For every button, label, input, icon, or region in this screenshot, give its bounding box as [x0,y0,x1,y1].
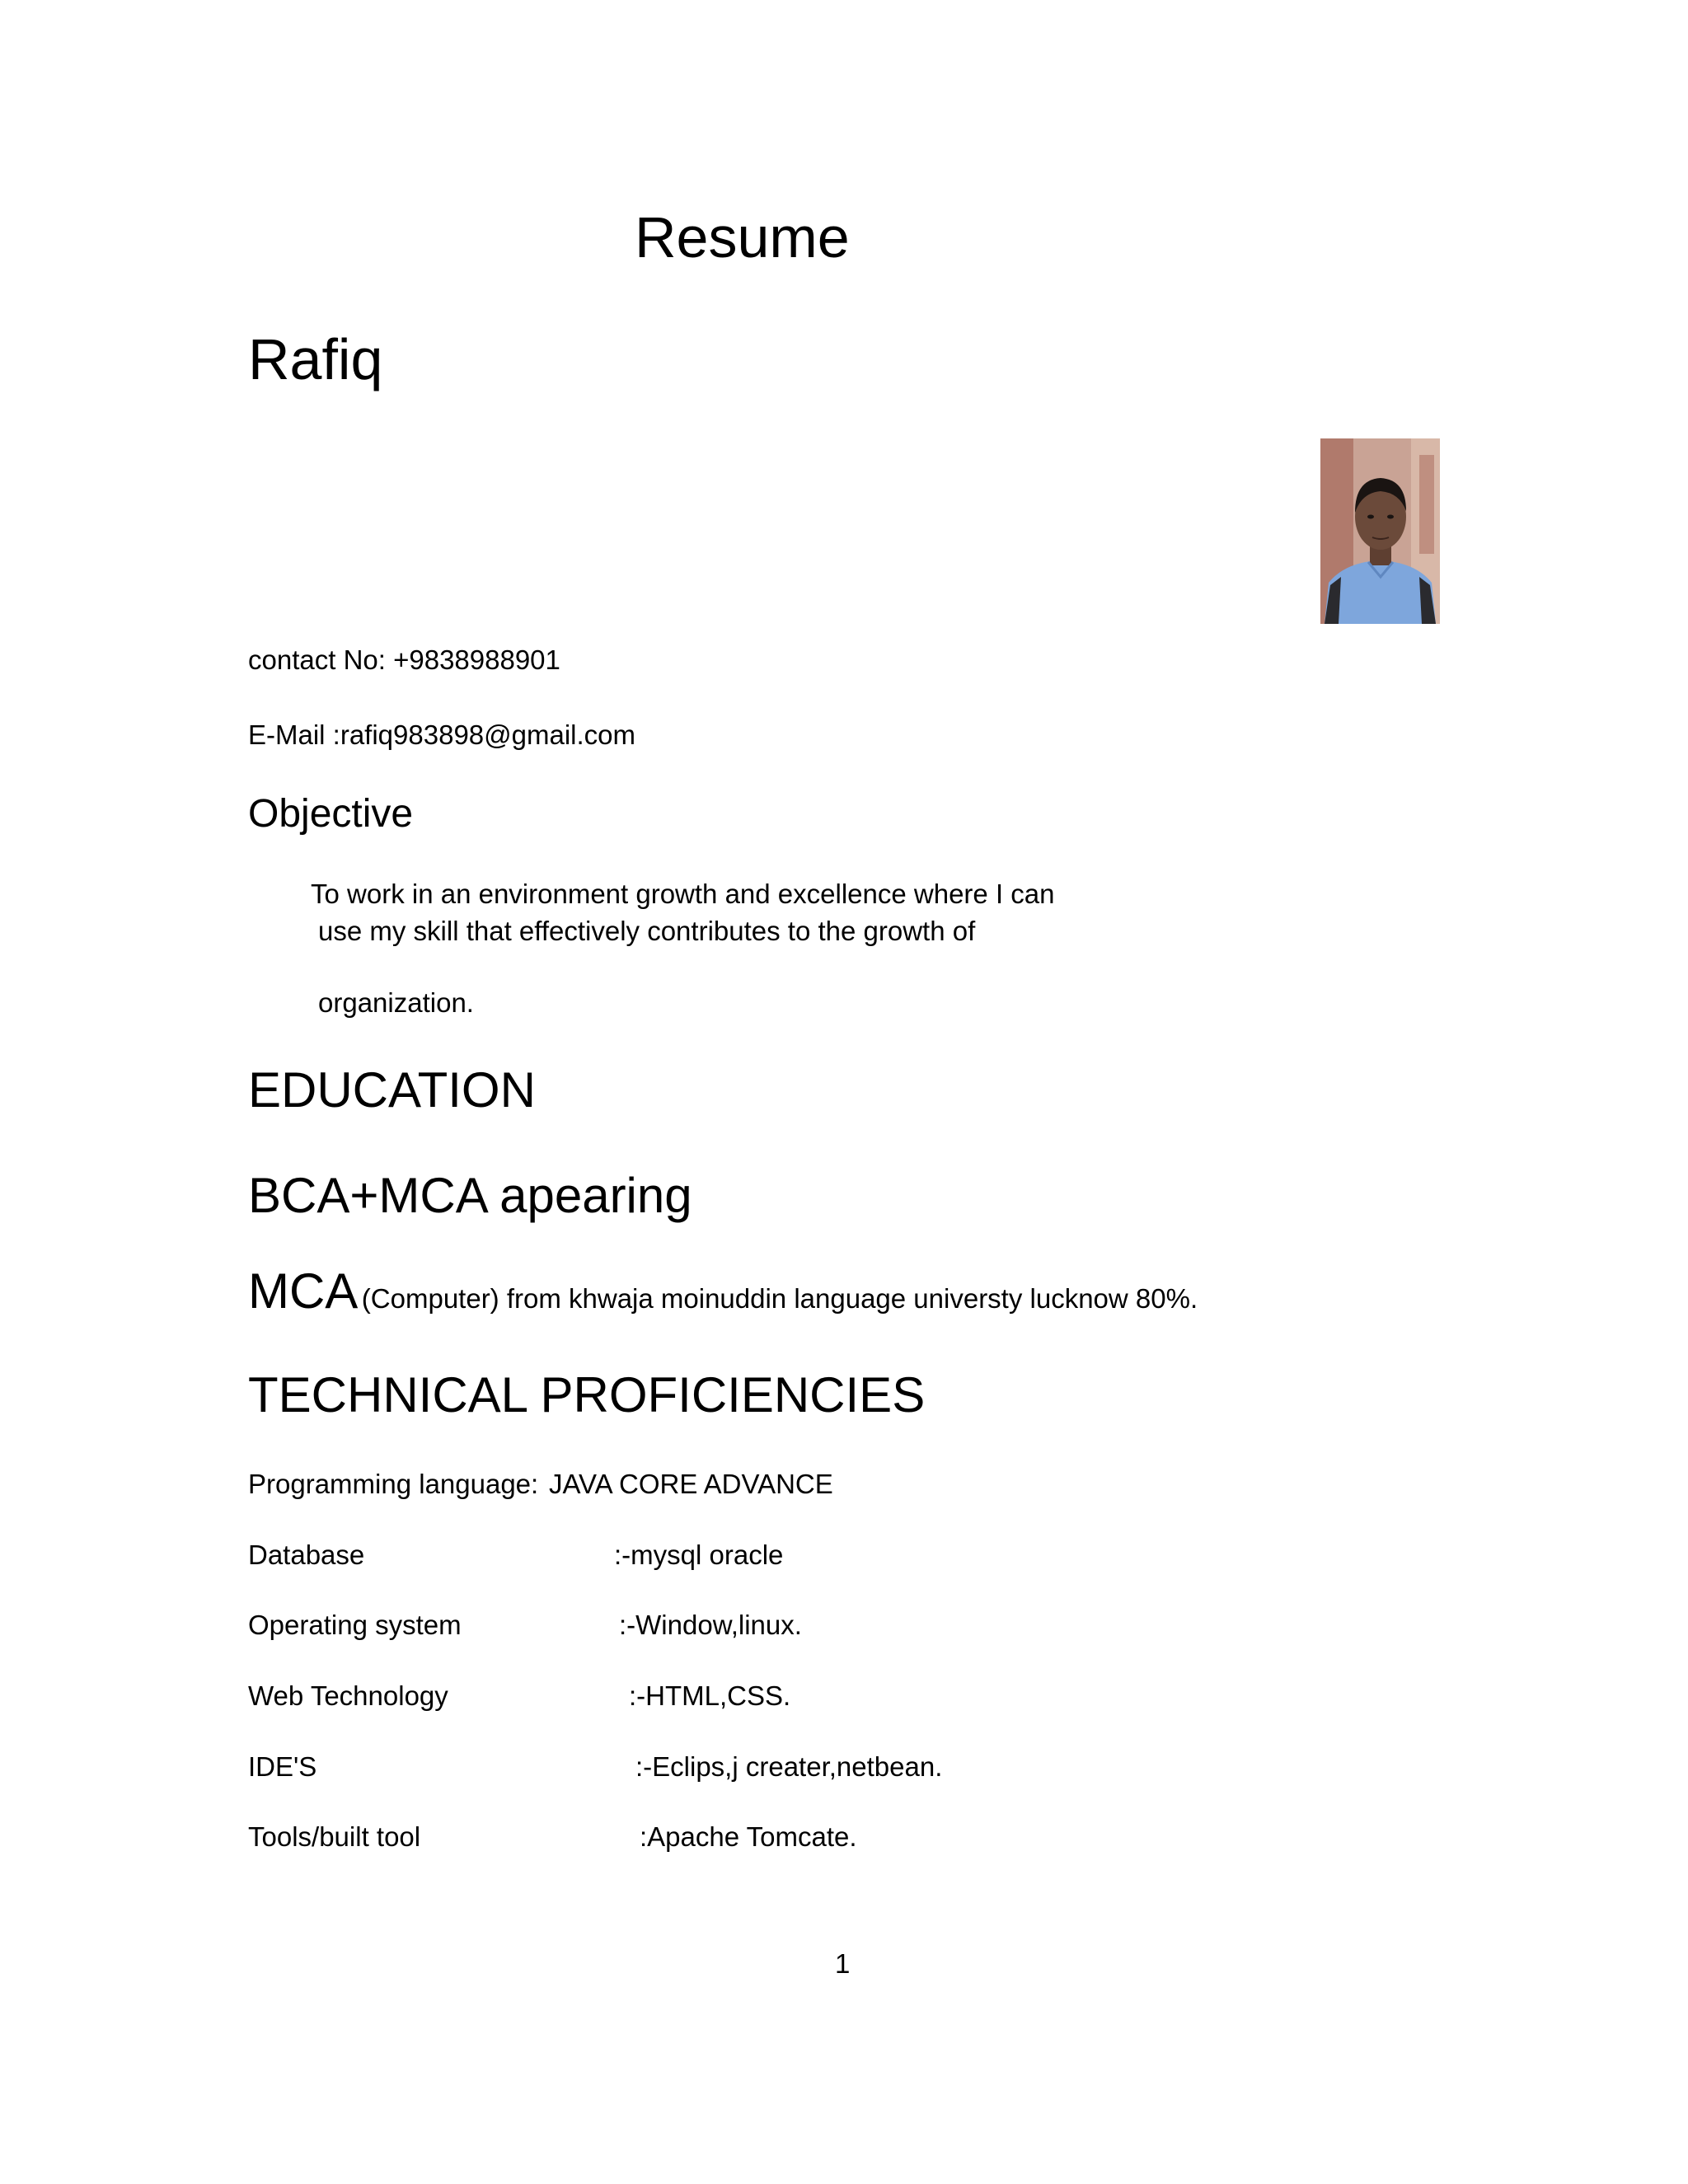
tech-value: :Apache Tomcate. [640,1821,857,1852]
tech-row-tools [248,1821,857,1853]
tech-row-web-technology [248,1680,791,1712]
tech-row-operating-system [248,1610,802,1641]
tech-row-programming [248,1469,833,1500]
tech-row-database [248,1540,784,1571]
education-degree-line [248,1263,1198,1319]
tech-value: :-HTML,CSS. [629,1680,791,1711]
tech-value: JAVA CORE ADVANCE [549,1469,833,1499]
education-degree: MCA [248,1263,359,1319]
technical-heading: TECHNICAL PROFICIENCIES [248,1367,926,1422]
objective-line: organization. [318,987,474,1018]
objective-line: To work in an environment growth and excellence where I can [311,879,1055,909]
education-summary: BCA+MCA apearing [248,1168,692,1223]
tech-label: Database [248,1540,365,1570]
tech-label: Operating system [248,1610,462,1640]
education-heading: EDUCATION [248,1062,536,1118]
profile-photo [1320,438,1440,624]
profile-photo-icon [1320,438,1440,624]
objective-line: use my skill that effectively contributes to the growth of [318,916,976,946]
objective-heading: Objective [248,792,414,836]
candidate-name: Rafiq [248,327,383,391]
document-title: Resume [635,205,850,269]
tech-label: IDE'S [248,1751,317,1782]
tech-label: Web Technology [248,1680,448,1711]
tech-value: :-Eclips,j creater,netbean. [635,1751,943,1782]
tech-value: :-Window,linux. [619,1610,802,1640]
contact-number: contact No: +9838988901 [248,644,560,675]
education-detail: (Computer) from khwaja moinuddin language universty lucknow 80%. [361,1283,1198,1314]
email-address: E-Mail :rafiq983898@gmail.com [248,719,636,750]
tech-label: Tools/built tool [248,1821,421,1852]
page-number: 1 [835,1948,851,1979]
tech-label: Programming language: [248,1469,539,1499]
tech-row-ides [248,1751,943,1783]
tech-value: :-mysql oracle [614,1540,784,1570]
